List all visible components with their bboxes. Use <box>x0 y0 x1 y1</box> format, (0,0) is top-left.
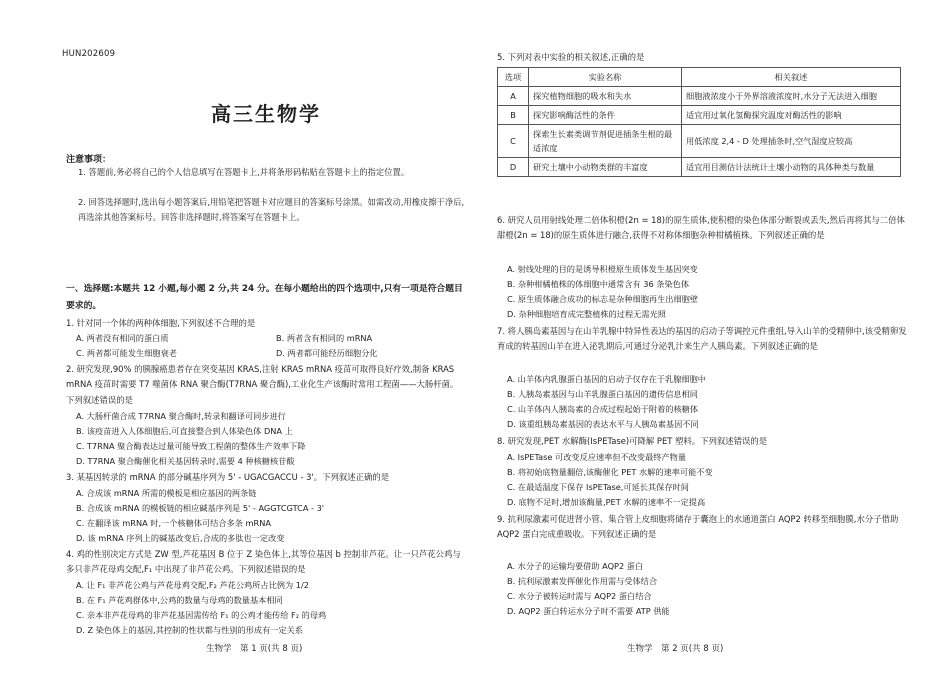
q4-option-d: D. Z 染色体上的基因,其控制的性状都与性别的形成有一定关系 <box>76 625 304 635</box>
question-2-stem: 2. 研究发现,90% 的胰腺癌患者存在突变基因 KRAS,注射 KRAS mRNA 疫苗可取得良好疗效,制备 KRAS mRNA 疫苗时需要 T7 噬菌体 RNA 聚合酶(T7RNA 聚合酶),工业化生产该酶时常用工程菌——大肠杆菌。下列叙述错误的是 <box>66 364 459 405</box>
q1-option-d: D. 两者都可能经历细胞分化 <box>276 348 378 358</box>
q2-option-d: D. T7RNA 聚合酶催化相关基因转录时,需要 4 种核糖核苷酸 <box>76 456 295 466</box>
q7-option-d: D. 该重组胰岛素基因的表达水平与人胰岛素基因不同 <box>507 419 699 429</box>
q4-option-a: A. 让 F₁ 非芦花公鸡与芦花母鸡交配,F₂ 芦花公鸡所占比例为 1/2 <box>76 580 309 590</box>
footer-page-1: 生物学 第 1 页(共 8 页) <box>206 644 303 654</box>
q6-option-d: D. 杂种细胞培育成完整植株的过程无需光照 <box>507 309 666 319</box>
question-1-stem: 1. 针对同一个体的两种体细胞,下列叙述不合理的是 <box>66 318 256 328</box>
q9-option-a: A. 水分子的运输均要借助 AQP2 蛋白 <box>507 561 644 571</box>
q3-option-d: D. 该 mRNA 序列上的碱基改变后,合成的多肽也一定改变 <box>76 533 285 543</box>
question-3-stem: 3. 某基因转录的 mRNA 的部分碱基序列为 5' - UGACGACCU - 3'。下列叙述正确的是 <box>66 472 390 482</box>
q9-option-c: C. 水分子被转运时需与 AQP2 蛋白结合 <box>507 591 652 601</box>
q8-option-a: A. IsPETase 可改变反应速率但不改变最终产物量 <box>507 452 687 462</box>
q1-option-a: A. 两者没有相同的蛋白质 <box>76 333 169 343</box>
page-title: 高三生物学 <box>211 102 321 126</box>
q4-option-c: C. 亲本非芦花母鸡的非芦花基因需传给 F₁ 的公鸡才能传给 F₂ 的母鸡 <box>76 610 327 620</box>
table-cell: 用低浓度 2,4 - D 处理插条时,空气湿度应较高 <box>682 125 901 158</box>
notes-heading: 注意事项： <box>66 155 112 165</box>
table-cell: 细胞液浓度小于外界溶液浓度时,水分子无法进入细胞 <box>682 87 901 106</box>
note-2: 2. 回答选择题时,选出每小题答案后,用铅笔把答题卡对应题目的答案标号涂黑。如需改动,用橡皮擦干净后,再选涂其他答案标号。回答非选择题时,将答案写在答题卡上。 <box>78 197 465 222</box>
table-row <box>498 158 901 177</box>
q3-option-a: A. 合成该 mRNA 所需的模板是相应基因的两条链 <box>76 488 257 498</box>
q8-option-b: B. 将初始底物量翻倍,该酶催化 PET 水解的速率可能不变 <box>507 467 713 477</box>
q8-option-d: D. 底物不足时,增加该酶量,PET 水解的速率不一定提高 <box>507 497 706 507</box>
section-heading: 一、选择题:本题共 12 小题,每小题 2 分,共 24 分。在每小题给出的四个选项中,只有一项是符合题目要求的。 <box>66 284 463 311</box>
q5-header-description: 相关叙述 <box>682 68 901 87</box>
q6-option-a: A. 射线处理的目的是诱导积橙原生质体发生基因突变 <box>507 264 698 274</box>
table-cell: 探究影响酶活性的条件 <box>529 106 682 125</box>
exam-code: HUN202609 <box>62 49 116 59</box>
question-7-stem: 7. 将人胰岛素基因与在山羊乳腺中特异性表达的基因的启动子等调控元件重组,导入山羊的受精卵中,该受精卵发育成的转基因山羊在进入泌乳期后,可通过分泌乳汁来生产人胰岛素。下列叙述正确的是 <box>497 326 907 352</box>
table-cell: A <box>498 87 529 106</box>
q8-option-c: C. 在最适温度下保存 IsPETase,可延长其保存时间 <box>507 482 689 492</box>
question-6-stem: 6. 研究人员用射线处理二倍体积橙(2n = 18)的原生质体,使积橙的染色体部分断裂或丢失,然后再将其与二倍体甜橙(2n = 18)的原生质体进行融合,获得不对称体细胞杂种柑橘植株。下列叙述正确的是 <box>497 215 905 241</box>
table-cell: 适宜用目测估计法统计土壤小动物的具体种类与数量 <box>682 158 901 177</box>
note-1: 1. 答题前,务必将自己的个人信息填写在答题卡上,并将条形码粘贴在答题卡上的指定位置。 <box>78 167 410 177</box>
table-row <box>498 87 901 106</box>
q7-option-b: B. 人胰岛素基因与山羊乳腺蛋白基因的遗传信息相同 <box>507 389 698 399</box>
table-cell: 研究土壤中小动物类群的丰富度 <box>529 158 682 177</box>
q7-option-a: A. 山羊体内乳腺蛋白基因的启动子仅存在于乳腺细胞中 <box>507 374 706 384</box>
table-cell: 探索生长素类调节剂促进插条生根的最适浓度 <box>529 125 682 158</box>
q2-option-a: A. 大肠杆菌合成 T7RNA 聚合酶时,转录和翻译可同步进行 <box>76 411 286 421</box>
q5-table-header <box>498 68 901 87</box>
q4-option-b: B. 在 F₁ 芦花鸡群体中,公鸡的数量与母鸡的数量基本相同 <box>76 595 283 605</box>
q3-option-b: B. 合成该 mRNA 的模板链的相应碱基序列是 5' - AGGTCGTCA - 3' <box>76 503 325 513</box>
q5-header-option: 选项 <box>498 68 529 87</box>
q5-header-experiment: 实验名称 <box>529 68 682 87</box>
q1-option-b: B. 两者含有相同的 mRNA <box>276 333 373 343</box>
q5-table <box>497 67 901 177</box>
q9-option-d: D. AQP2 蛋白转运水分子时不需要 ATP 供能 <box>507 606 670 616</box>
question-9-stem: 9. 抗利尿激素可促进肾小管、集合管上皮细胞将储存于囊泡上的水通道蛋白 AQP2 转移至细胞膜,水分子借助 AQP2 蛋白完成重吸收。下列叙述正确的是 <box>497 514 899 540</box>
q6-option-b: B. 杂种柑橘植株的体细胞中通常含有 36 条染色体 <box>507 279 690 289</box>
question-4-stem: 4. 鸡的性别决定方式是 ZW 型,芦花基因 B 位于 Z 染色体上,其等位基因 b 控制非芦花。让一只芦花公鸡与多只非芦花母鸡交配,F₁ 中出现了非芦花公鸡。下列叙述错误的是 <box>66 549 461 575</box>
q2-option-b: B. 该疫苗进入人体细胞后,可直接整合到人体染色体 DNA 上 <box>76 426 293 436</box>
table-cell: 探究植物细胞的吸水和失水 <box>529 87 682 106</box>
table-cell: 适宜用过氧化氢酶探究温度对酶活性的影响 <box>682 106 901 125</box>
q1-option-c: C. 两者都可能发生细胞衰老 <box>76 348 177 358</box>
q9-option-b: B. 抗利尿激素发挥催化作用需与受体结合 <box>507 576 658 586</box>
question-5-stem: 5. 下列对表中实验的相关叙述,正确的是 <box>497 52 645 62</box>
table-cell: D <box>498 158 529 177</box>
table-row <box>498 125 901 158</box>
footer-page-2: 生物学 第 2 页(共 8 页) <box>627 644 724 654</box>
question-8-stem: 8. 研究发现,PET 水解酶(IsPETase)可降解 PET 塑料。下列叙述错误的是 <box>497 436 768 446</box>
q2-option-c: C. T7RNA 聚合酶表达过量可能导致工程菌的整体生产效率下降 <box>76 441 306 451</box>
q3-option-c: C. 在翻译该 mRNA 时,一个核糖体可结合多条 mRNA <box>76 518 271 528</box>
q7-option-c: C. 山羊体内人胰岛素的合成过程起始于附着的核糖体 <box>507 404 699 414</box>
table-row <box>498 106 901 125</box>
q6-option-c: C. 原生质体融合成功的标志是杂种细胞再生出细胞壁 <box>507 294 699 304</box>
table-cell: C <box>498 125 529 158</box>
table-cell: B <box>498 106 529 125</box>
